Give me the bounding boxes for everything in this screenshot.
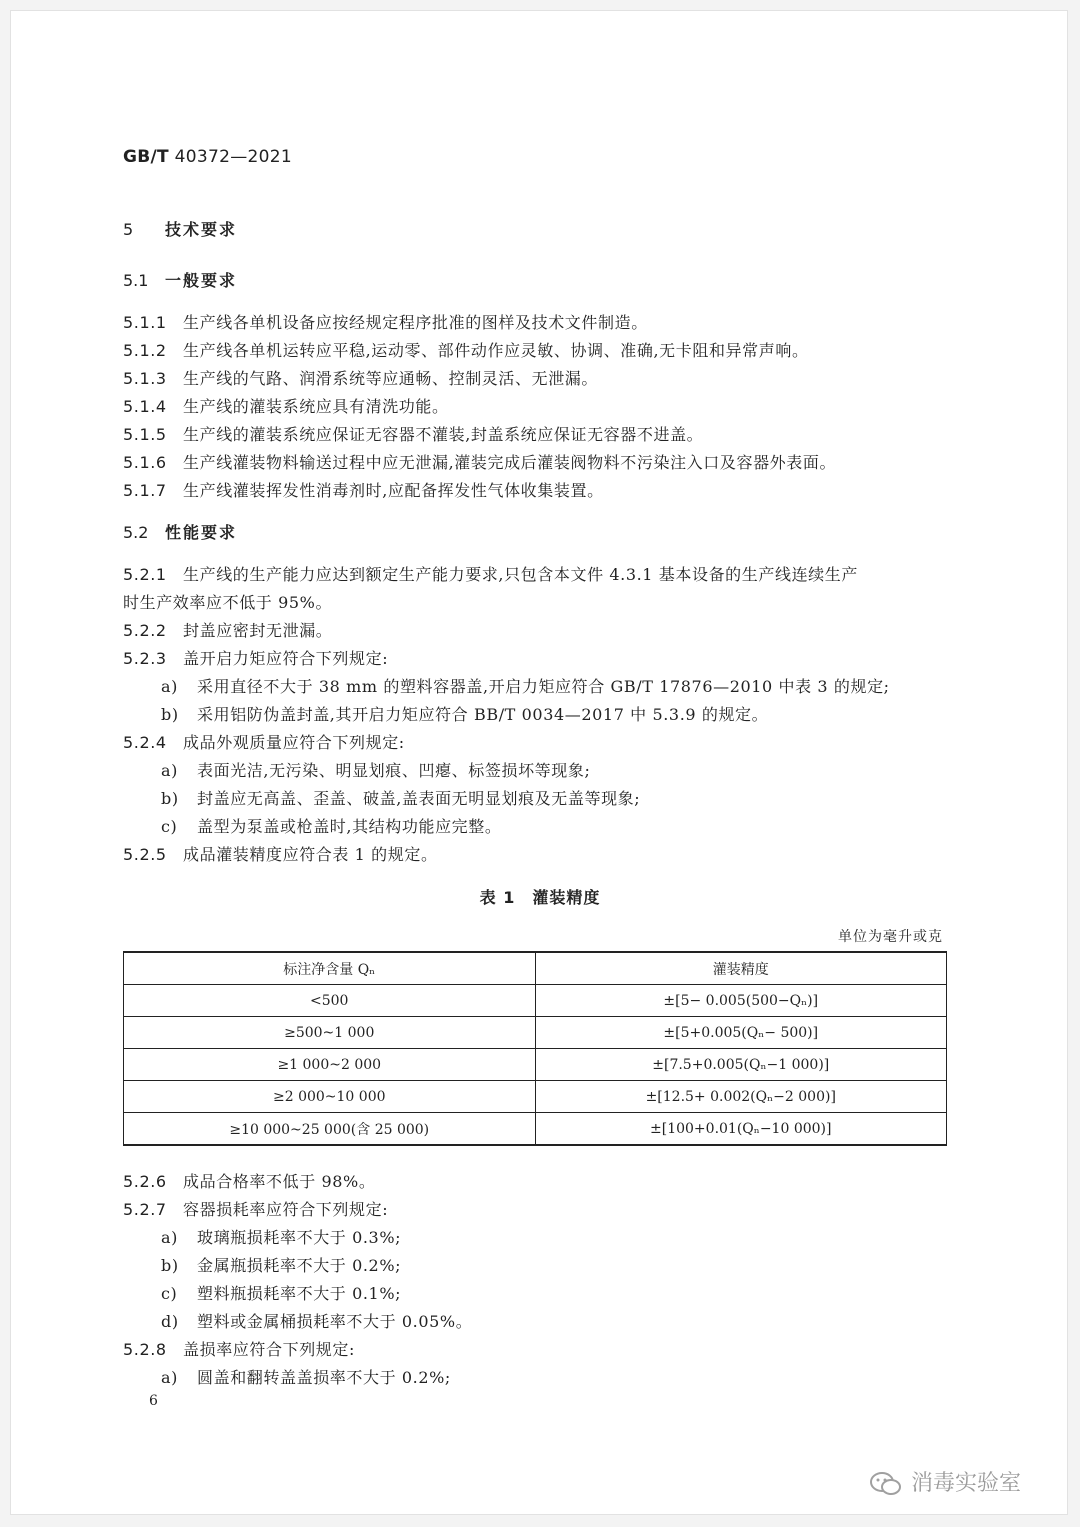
table-row bbox=[124, 1049, 947, 1081]
table-row bbox=[124, 1081, 947, 1113]
clause-5-2-7-item-d: d) 塑料或金属桶损耗率不大于 0.05%。 bbox=[161, 1312, 473, 1331]
column-header-accuracy: 灌装精度 bbox=[535, 952, 947, 985]
table-1-unit-note: 单位为毫升或克 bbox=[838, 929, 943, 945]
table-cell: ±[100+0.01(Qₙ−10 000)] bbox=[535, 1113, 947, 1146]
table-row bbox=[124, 985, 947, 1017]
clause-5-2-1: 5.2.1 生产线的生产能力应达到额定生产能力要求,只包含本文件 4.3.1 基本设备的生产线连续生产 bbox=[123, 565, 858, 584]
section-5-heading: 5 技术要求 bbox=[123, 220, 238, 239]
clause-5-1-1: 5.1.1 生产线各单机设备应按经规定程序批准的图样及技术文件制造。 bbox=[123, 313, 648, 332]
standard-prefix: GB/T bbox=[123, 147, 169, 167]
table-cell: ±[5+0.005(Qₙ− 500)] bbox=[535, 1017, 947, 1049]
standard-number: 40372—2021 bbox=[174, 147, 292, 167]
page-number: 6 bbox=[149, 1393, 158, 1409]
table-cell: <500 bbox=[124, 985, 536, 1017]
clause-5-2-4-item-c: c) 盖型为泵盖或枪盖时,其结构功能应完整。 bbox=[161, 817, 502, 836]
clause-5-2-1-continued: 时生产效率应不低于 95%。 bbox=[123, 593, 333, 612]
document-page bbox=[10, 10, 1068, 1515]
clause-5-2-3: 5.2.3 盖开启力矩应符合下列规定: bbox=[123, 649, 389, 668]
wechat-icon bbox=[869, 1470, 903, 1498]
table-cell: ±[7.5+0.005(Qₙ−1 000)] bbox=[535, 1049, 947, 1081]
clause-5-1-2: 5.1.2 生产线各单机运转应平稳,运动零、部件动作应灵敏、协调、准确,无卡阻和异常声响。 bbox=[123, 341, 809, 360]
clause-5-2-4-item-a: a) 表面光洁,无污染、明显划痕、凹瘪、标签损坏等现象; bbox=[161, 761, 591, 780]
table-cell: ≥500~1 000 bbox=[124, 1017, 536, 1049]
table-cell: ≥10 000~25 000(含 25 000) bbox=[124, 1113, 536, 1146]
table-row bbox=[124, 1017, 947, 1049]
clause-5-2-6: 5.2.6 成品合格率不低于 98%。 bbox=[123, 1172, 376, 1191]
clause-5-2-4: 5.2.4 成品外观质量应符合下列规定: bbox=[123, 733, 405, 752]
clause-5-2-8: 5.2.8 盖损率应符合下列规定: bbox=[123, 1340, 355, 1359]
clause-5-2-3-item-b: b) 采用铝防伪盖封盖,其开启力矩应符合 BB/T 0034—2017 中 5.3.9 的规定。 bbox=[161, 705, 769, 724]
table-1-caption: 表 1 灌装精度 bbox=[479, 888, 601, 907]
watermark bbox=[869, 1466, 1021, 1498]
filling-accuracy-table bbox=[123, 951, 947, 1146]
table-cell: ±[12.5+ 0.002(Qₙ−2 000)] bbox=[535, 1081, 947, 1113]
clause-5-2-3-item-a: a) 采用直径不大于 38 mm 的塑料容器盖,开启力矩应符合 GB/T 17876—2010 中表 3 的规定; bbox=[161, 677, 890, 696]
column-header-net-content: 标注净含量 Qₙ bbox=[124, 952, 536, 985]
clause-5-2-5: 5.2.5 成品灌装精度应符合表 1 的规定。 bbox=[123, 845, 438, 864]
clause-5-2-2: 5.2.2 封盖应密封无泄漏。 bbox=[123, 621, 333, 640]
table-cell: ≥1 000~2 000 bbox=[124, 1049, 536, 1081]
section-5-2-heading: 5.2 性能要求 bbox=[123, 523, 238, 542]
table-cell: ≥2 000~10 000 bbox=[124, 1081, 536, 1113]
clause-5-2-8-item-a: a) 圆盖和翻转盖盖损率不大于 0.2%; bbox=[161, 1368, 451, 1387]
clause-5-1-6: 5.1.6 生产线灌装物料输送过程中应无泄漏,灌装完成后灌装阀物料不污染注入口及容器外表面。 bbox=[123, 453, 837, 472]
watermark-text: 消毒实验室 bbox=[911, 1471, 1022, 1496]
table-header-row bbox=[124, 952, 947, 985]
clause-5-2-7-item-b: b) 金属瓶损耗率不大于 0.2%; bbox=[161, 1256, 402, 1275]
clause-5-2-7-item-a: a) 玻璃瓶损耗率不大于 0.3%; bbox=[161, 1228, 402, 1247]
clause-5-2-4-item-b: b) 封盖应无高盖、歪盖、破盖,盖表面无明显划痕及无盖等现象; bbox=[161, 789, 641, 808]
clause-5-2-7: 5.2.7 容器损耗率应符合下列规定: bbox=[123, 1200, 389, 1219]
section-5-1-heading: 5.1 一般要求 bbox=[123, 271, 238, 290]
standard-header bbox=[123, 147, 292, 167]
clause-5-1-5: 5.1.5 生产线的灌装系统应保证无容器不灌装,封盖系统应保证无容器不进盖。 bbox=[123, 425, 704, 444]
clause-5-1-7: 5.1.7 生产线灌装挥发性消毒剂时,应配备挥发性气体收集装置。 bbox=[123, 481, 604, 500]
clause-5-2-7-item-c: c) 塑料瓶损耗率不大于 0.1%; bbox=[161, 1284, 402, 1303]
clause-5-1-4: 5.1.4 生产线的灌装系统应具有清洗功能。 bbox=[123, 397, 449, 416]
table-cell: ±[5− 0.005(500−Qₙ)] bbox=[535, 985, 947, 1017]
clause-5-1-3: 5.1.3 生产线的气路、润滑系统等应通畅、控制灵活、无泄漏。 bbox=[123, 369, 599, 388]
table-row bbox=[124, 1113, 947, 1146]
